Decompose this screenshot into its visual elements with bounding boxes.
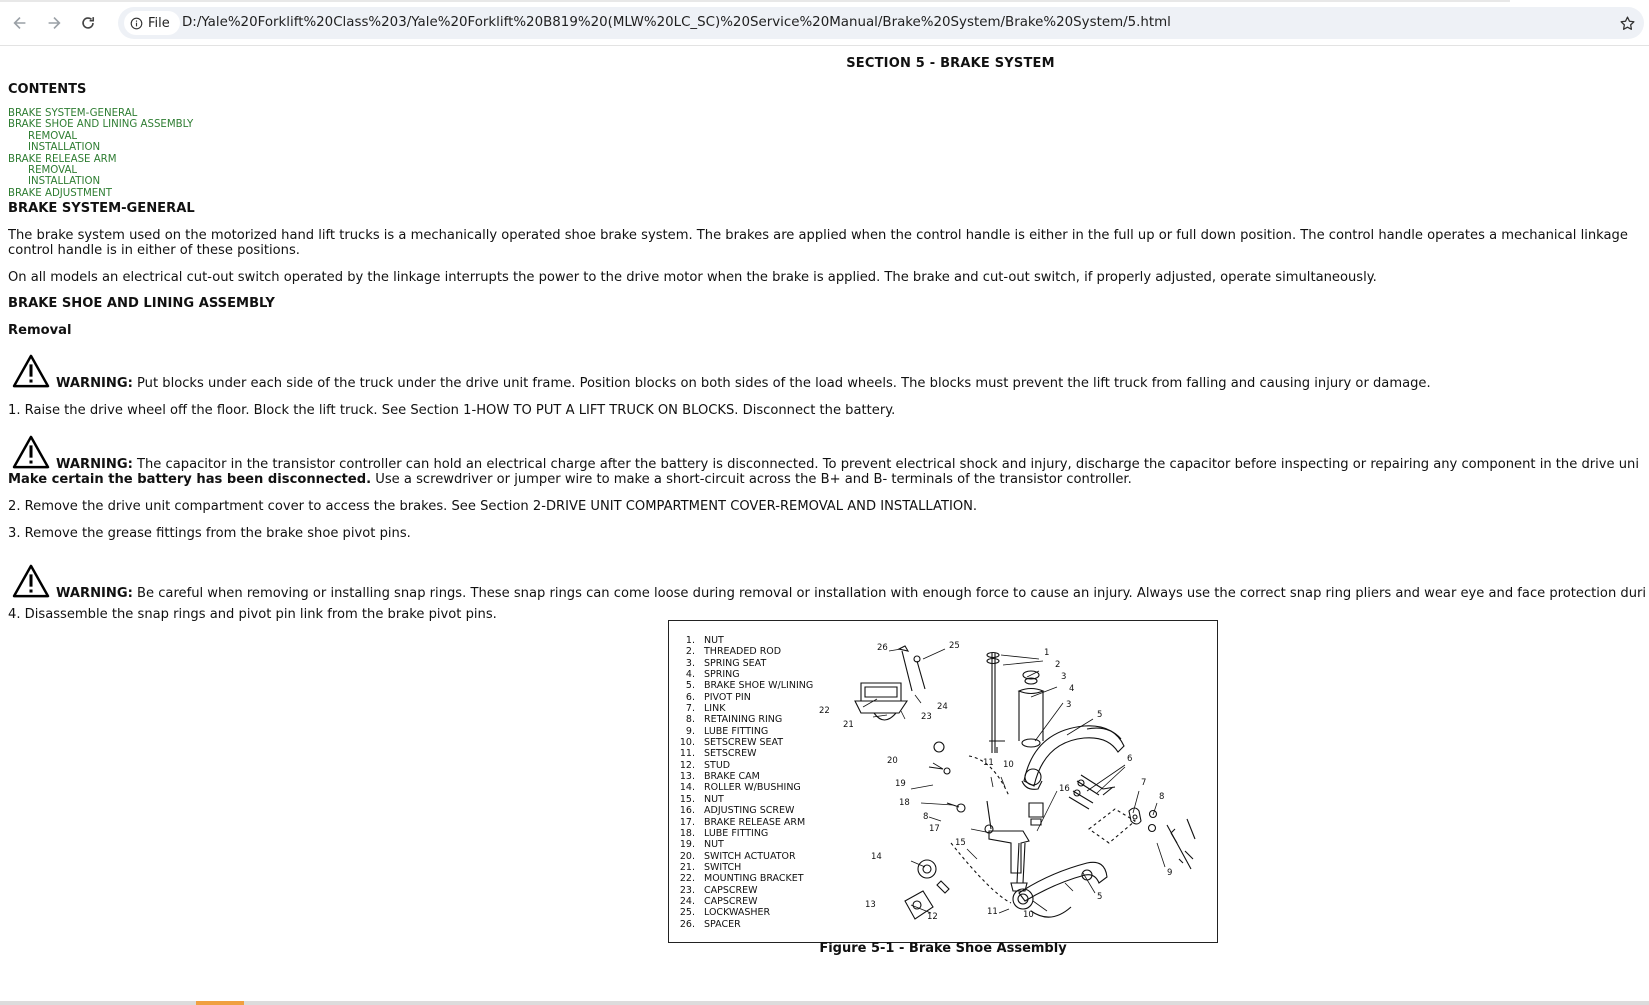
part-name: BRAKE CAM	[704, 771, 760, 783]
part-number: 11.	[679, 748, 695, 760]
part-name: BRAKE RELEASE ARM	[704, 816, 806, 828]
callout-label: 26	[877, 643, 888, 653]
part-name: MOUNTING BRACKET	[704, 873, 804, 885]
warning-2-text: The capacitor in the transistor controller can hold an electrical charge after the battery is disconnected. To prevent electrical shock and injury, discharge the capacitor before inspecting or repairing any component in the drive uni	[137, 457, 1639, 472]
parts-legend-item	[679, 771, 813, 782]
part-name: PIVOT PIN	[704, 691, 751, 703]
warning-2-label: WARNING:	[56, 457, 133, 472]
site-info-chip[interactable]	[124, 11, 180, 35]
part-number: 23.	[679, 884, 695, 896]
part-name: THREADED ROD	[704, 646, 782, 658]
site-chip-label: File	[148, 15, 170, 31]
part-number: 7.	[685, 703, 695, 715]
toc-link[interactable]: REMOVAL	[28, 165, 78, 177]
callout-label: 21	[843, 720, 854, 730]
part-number: 21.	[679, 861, 695, 873]
part-number: 20.	[679, 850, 695, 862]
part-name: STUD	[704, 759, 731, 771]
part-number: 6.	[685, 691, 695, 703]
warning-3	[8, 564, 1649, 604]
callout-label: 6	[1127, 754, 1133, 764]
callout-label: 4	[1069, 684, 1075, 694]
callout-label: 8	[1159, 792, 1165, 802]
parts-legend-item	[679, 828, 813, 839]
general-paragraph-2: On all models an electrical cut-out switch operated by the linkage interrupts the power to the drive motor when the brake is applied. The brake and cut-out switch, if properly adjusted, operate simultaneously.	[8, 270, 1377, 285]
part-name: NUT	[704, 839, 724, 851]
part-name: SPRING	[704, 669, 740, 681]
figure-caption: Figure 5-1 - Brake Shoe Assembly	[819, 941, 1067, 956]
parts-legend-item	[679, 782, 813, 793]
horizontal-scrollbar[interactable]	[0, 1001, 1649, 1005]
warning-1-text: Put blocks under each side of the truck under the drive unit frame. Position blocks on both sides of the load wheels. The blocks must prevent the lift truck from falling and causing injury or damage.	[137, 376, 1431, 391]
part-name: SWITCH	[704, 861, 742, 873]
part-name: SETSCREW	[704, 748, 757, 760]
toc-link[interactable]: BRAKE SHOE AND LINING ASSEMBLY	[8, 119, 194, 131]
callout-label: 3	[1061, 672, 1067, 682]
general-paragraph-1-line-1: The brake system used on the motorized hand lift trucks is a mechanically operated shoe brake system. The brakes are applied when the control handle is either in the full up or full down position. The control handle operates a mechanical linkage	[8, 228, 1628, 243]
callout-label: 25	[949, 641, 960, 651]
table-of-contents	[8, 108, 193, 199]
part-name: LOCKWASHER	[704, 907, 771, 919]
reload-button[interactable]	[73, 8, 103, 38]
callout-label: 3	[1066, 700, 1072, 710]
step-2: 2. Remove the drive unit compartment cover to access the brakes. See Section 2-DRIVE UNIT COMPARTMENT COVER-REMOVAL AND INSTALLATION.	[8, 499, 978, 514]
parts-legend-item	[679, 748, 813, 759]
callout-label: 7	[1141, 778, 1147, 788]
browser-toolbar	[0, 0, 1649, 46]
part-name: NUT	[704, 793, 724, 805]
parts-legend	[679, 635, 813, 930]
step-4: 4. Disassemble the snap rings and pivot pin link from the brake pivot pins.	[8, 607, 497, 622]
parts-legend-item	[679, 658, 813, 669]
warning-triangle-icon	[12, 354, 50, 388]
warning-3-text: Be careful when removing or installing snap rings. These snap rings can come loose during removal or installation with enough force to cause an injury. Always use the correct snap ring pliers and wear eye and face protection duri	[137, 586, 1647, 601]
callout-label: 24	[937, 702, 948, 712]
bookmark-button[interactable]	[1614, 10, 1640, 36]
part-number: 16.	[679, 805, 695, 817]
parts-legend-item	[679, 817, 813, 828]
parts-legend-item	[679, 873, 813, 884]
parts-legend-item	[679, 839, 813, 850]
callout-label: 12	[927, 912, 938, 922]
callout-label: 11	[983, 758, 994, 768]
url-text[interactable]: D:/Yale%20Forklift%20Class%203/Yale%20Forklift%20B819%20(MLW%20LC_SC)%20Service%20Manual/Brake%20System/Brake%20System/5.html	[182, 15, 1171, 30]
parts-legend-item	[679, 680, 813, 691]
callout-label: 23	[921, 712, 932, 722]
part-name: SWITCH ACTUATOR	[704, 850, 796, 862]
part-name: LINK	[704, 703, 726, 715]
warning-2-continuation: Use a screwdriver or jumper wire to make a short-circuit across the B+ and B- terminals of the transistor controller.	[375, 472, 1132, 487]
parts-legend-item	[679, 896, 813, 907]
parts-legend-item	[679, 862, 813, 873]
callout-label: 2	[1055, 660, 1061, 670]
callout-label: 10	[1023, 910, 1034, 920]
callout-label: 11	[987, 907, 998, 917]
part-number: 17.	[679, 816, 695, 828]
reload-icon	[79, 14, 97, 32]
part-name: BRAKE SHOE W/LINING	[704, 680, 814, 692]
part-number: 1.	[685, 635, 695, 646]
part-name: LUBE FITTING	[704, 725, 769, 737]
callout-label: 13	[865, 900, 876, 910]
part-number: 3.	[685, 657, 695, 669]
part-name: LUBE FITTING	[704, 827, 769, 839]
part-number: 8.	[685, 714, 695, 726]
shoe-assembly-heading: BRAKE SHOE AND LINING ASSEMBLY	[8, 296, 275, 311]
warning-triangle-icon	[12, 435, 50, 469]
callout-label: 18	[899, 798, 910, 808]
warning-2-emphasis: Make certain the battery has been disconnected.	[8, 472, 372, 487]
step-3: 3. Remove the grease fittings from the brake shoe pivot pins.	[8, 526, 411, 541]
warning-2	[8, 435, 1649, 491]
parts-legend-item	[679, 669, 813, 680]
part-number: 15.	[679, 793, 695, 805]
scrollbar-thumb[interactable]	[196, 1001, 244, 1005]
parts-legend-item	[679, 635, 813, 646]
part-number: 26.	[679, 918, 695, 930]
general-paragraph-1-line-2: control handle is in either of these positions.	[8, 243, 300, 258]
callout-label: 1	[1044, 648, 1050, 658]
warning-triangle-icon	[12, 564, 50, 598]
back-arrow-icon	[11, 14, 29, 32]
warning-1	[8, 354, 1649, 394]
parts-legend-item	[679, 805, 813, 816]
part-number: 25.	[679, 907, 695, 919]
parts-legend-item	[679, 726, 813, 737]
parts-legend-item	[679, 760, 813, 771]
part-name: CAPSCREW	[704, 884, 758, 896]
parts-legend-item	[679, 692, 813, 703]
callout-label: 20	[887, 756, 898, 766]
part-name: NUT	[704, 635, 724, 646]
part-number: 19.	[679, 839, 695, 851]
parts-legend-item	[679, 851, 813, 862]
toc-link[interactable]: INSTALLATION	[28, 142, 101, 154]
star-icon	[1619, 15, 1636, 32]
parts-legend-item	[679, 885, 813, 896]
parts-legend-item	[679, 907, 813, 918]
part-number: 12.	[679, 759, 695, 771]
brake-shoe-figure	[668, 620, 1218, 943]
part-number: 9.	[685, 725, 695, 737]
parts-legend-item	[679, 919, 813, 930]
part-name: SETSCREW SEAT	[704, 737, 784, 749]
general-paragraph-1	[8, 228, 1628, 258]
part-number: 13.	[679, 771, 695, 783]
section-title: SECTION 5 - BRAKE SYSTEM	[846, 56, 1055, 71]
parts-legend-item	[679, 703, 813, 714]
callout-label: 17	[929, 824, 940, 834]
part-name: SPACER	[704, 918, 741, 930]
part-name: ADJUSTING SCREW	[704, 805, 795, 817]
part-number: 22.	[679, 873, 695, 885]
warning-1-label: WARNING:	[56, 376, 133, 391]
parts-legend-item	[679, 714, 813, 725]
part-number: 10.	[679, 737, 695, 749]
part-name: ROLLER W/BUSHING	[704, 782, 801, 794]
forward-arrow-icon	[45, 14, 63, 32]
part-name: CAPSCREW	[704, 895, 758, 907]
part-number: 18.	[679, 827, 695, 839]
callout-label: 5	[1097, 710, 1103, 720]
toc-link[interactable]: REMOVAL	[28, 130, 78, 142]
address-bar[interactable]	[118, 7, 1644, 39]
contents-heading: CONTENTS	[8, 82, 87, 97]
callout-label: 22	[819, 706, 830, 716]
callout-label: 10	[1003, 760, 1014, 770]
general-heading: BRAKE SYSTEM-GENERAL	[8, 201, 195, 216]
part-number: 2.	[685, 646, 695, 658]
parts-legend-item	[679, 737, 813, 748]
parts-legend-item	[679, 646, 813, 657]
part-number: 5.	[685, 680, 695, 692]
forward-button[interactable]	[39, 8, 69, 38]
info-icon	[130, 17, 143, 30]
callout-label: 9	[1167, 868, 1173, 878]
toc-link[interactable]: INSTALLATION	[28, 176, 101, 188]
back-button[interactable]	[5, 8, 35, 38]
callout-label: 8	[923, 812, 929, 822]
part-number: 14.	[679, 782, 695, 794]
part-number: 24.	[679, 895, 695, 907]
toc-link[interactable]: BRAKE SYSTEM-GENERAL	[8, 108, 138, 119]
removal-heading: Removal	[8, 323, 72, 338]
toc-link[interactable]: BRAKE ADJUSTMENT	[8, 187, 113, 199]
callout-label: 19	[895, 779, 906, 789]
part-name: RETAINING RING	[704, 714, 783, 726]
tab-strip-edge	[0, 0, 1510, 2]
part-number: 4.	[685, 669, 695, 681]
parts-legend-item	[679, 794, 813, 805]
callout-label: 14	[871, 852, 882, 862]
callout-label: 16	[1059, 784, 1070, 794]
step-1: 1. Raise the drive wheel off the floor. Block the lift truck. See Section 1-HOW TO PUT A LIFT TRUCK ON BLOCKS. Disconnect the battery.	[8, 403, 896, 418]
callout-label: 15	[955, 838, 966, 848]
warning-3-label: WARNING:	[56, 586, 133, 601]
part-name: SPRING SEAT	[704, 657, 767, 669]
toc-link[interactable]: BRAKE RELEASE ARM	[8, 153, 117, 165]
exploded-assembly-drawing	[819, 631, 1214, 936]
callout-label: 5	[1097, 892, 1103, 902]
